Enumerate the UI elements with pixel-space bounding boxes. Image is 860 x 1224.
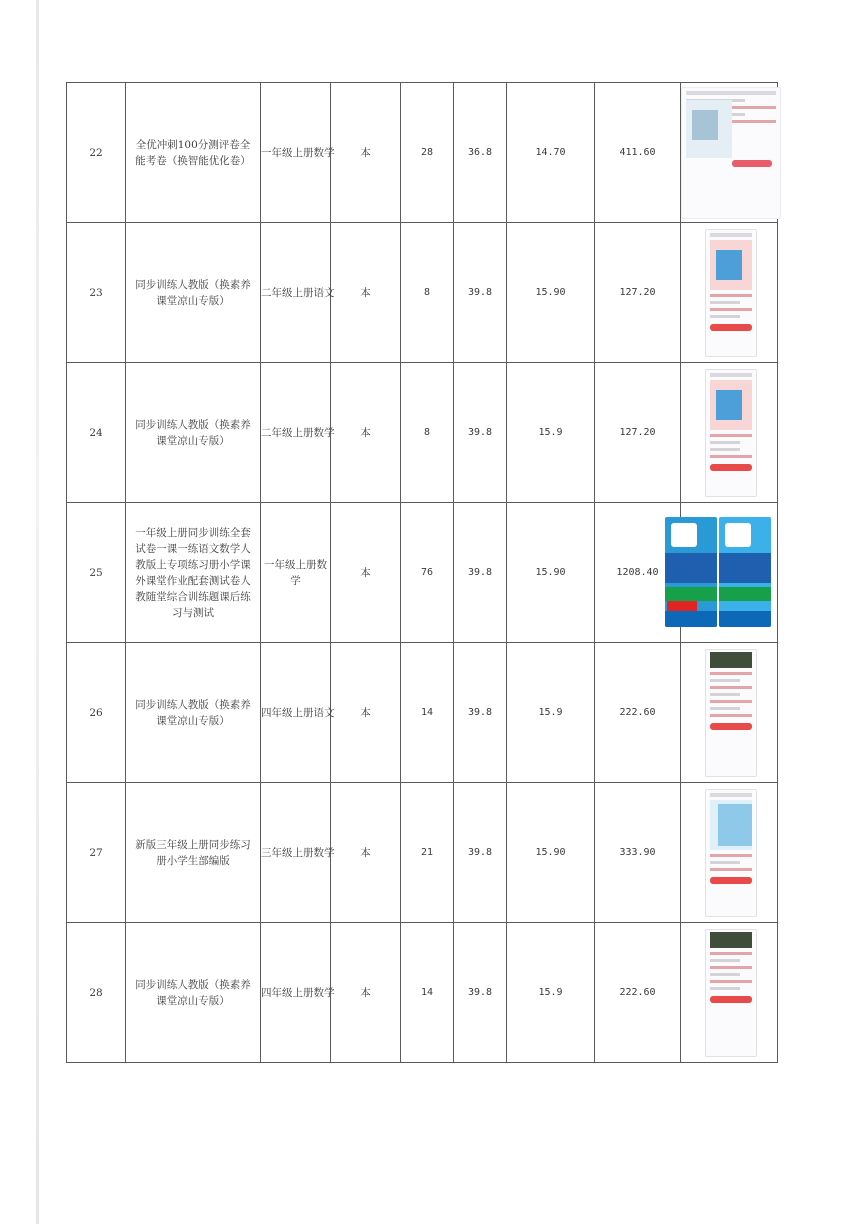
quantity: 14 (401, 923, 454, 1063)
table-row (67, 503, 778, 643)
unit: 本 (331, 783, 401, 923)
table-row (67, 643, 778, 783)
product-screenshot (681, 783, 778, 923)
amount: 127.20 (595, 223, 681, 363)
unit-price: 14.70 (507, 83, 595, 223)
list-price: 39.8 (454, 503, 507, 643)
quantity: 76 (401, 503, 454, 643)
list-price: 39.8 (454, 643, 507, 783)
grade-subject: 二年级上册数学 (261, 363, 331, 503)
product-name-text: 同步训练人教版（换素养课堂凉山专版） (135, 978, 251, 1007)
unit: 本 (331, 83, 401, 223)
product-screenshot (681, 363, 778, 503)
unit-price: 15.90 (507, 503, 595, 643)
amount: 127.20 (595, 363, 681, 503)
product-screenshot-image (705, 229, 757, 357)
unit-price: 15.9 (507, 363, 595, 503)
row-number: 24 (67, 363, 126, 503)
row-number: 25 (67, 503, 126, 643)
product-screenshot (681, 643, 778, 783)
quantity: 14 (401, 643, 454, 783)
amount: 222.60 (595, 643, 681, 783)
product-name (126, 643, 261, 783)
list-price: 39.8 (454, 363, 507, 503)
product-screenshot-image (705, 929, 757, 1057)
amount: 333.90 (595, 783, 681, 923)
quantity: 8 (401, 223, 454, 363)
table-row (67, 783, 778, 923)
unit-price: 15.9 (507, 923, 595, 1063)
product-name (126, 223, 261, 363)
grade-subject: 二年级上册语文 (261, 223, 331, 363)
product-name-text: 新版三年级上册同步练习册小学生部编版 (135, 838, 251, 867)
grade-subject: 一年级上册数学 (261, 83, 331, 223)
product-screenshot (681, 83, 778, 223)
row-number: 23 (67, 223, 126, 363)
row-number: 26 (67, 643, 126, 783)
list-price: 39.8 (454, 783, 507, 923)
table-row (67, 223, 778, 363)
order-table (66, 82, 778, 1063)
list-price: 36.8 (454, 83, 507, 223)
unit: 本 (331, 363, 401, 503)
product-name (126, 503, 261, 643)
product-screenshot-image (681, 87, 781, 219)
product-name-text: 全优冲刺100分测评卷全能考卷（换智能优化卷） (135, 138, 251, 167)
quantity: 21 (401, 783, 454, 923)
amount: 411.60 (595, 83, 681, 223)
product-screenshot-image (705, 789, 757, 917)
unit: 本 (331, 923, 401, 1063)
product-name-text: 同步训练人教版（换素养课堂凉山专版） (135, 278, 251, 307)
row-number: 27 (67, 783, 126, 923)
row-number: 28 (67, 923, 126, 1063)
unit: 本 (331, 503, 401, 643)
scan-edge (36, 0, 39, 1224)
table-row (67, 923, 778, 1063)
product-name (126, 783, 261, 923)
unit: 本 (331, 223, 401, 363)
amount: 222.60 (595, 923, 681, 1063)
book-cover-image (665, 517, 771, 627)
product-screenshot-image (705, 369, 757, 497)
list-price: 39.8 (454, 223, 507, 363)
product-screenshot-image (705, 649, 757, 777)
product-name-text: 同步训练人教版（换素养课堂凉山专版） (135, 418, 251, 447)
quantity: 28 (401, 83, 454, 223)
unit-price: 15.90 (507, 223, 595, 363)
product-cover (681, 503, 778, 643)
table-row (67, 83, 778, 223)
amount: 1208.40 (595, 503, 681, 643)
product-name-text: 同步训练人教版（换素养课堂凉山专版） (135, 698, 251, 727)
unit: 本 (331, 643, 401, 783)
row-number: 22 (67, 83, 126, 223)
product-name (126, 923, 261, 1063)
grade-subject: 一年级上册数学 (261, 503, 331, 643)
unit-price: 15.9 (507, 643, 595, 783)
product-name (126, 83, 261, 223)
product-name (126, 363, 261, 503)
table-row (67, 363, 778, 503)
grade-subject: 四年级上册数学 (261, 923, 331, 1063)
product-screenshot (681, 923, 778, 1063)
unit-price: 15.90 (507, 783, 595, 923)
grade-subject: 四年级上册语文 (261, 643, 331, 783)
product-screenshot (681, 223, 778, 363)
quantity: 8 (401, 363, 454, 503)
list-price: 39.8 (454, 923, 507, 1063)
grade-subject: 三年级上册数学 (261, 783, 331, 923)
product-name-text: 一年级上册同步训练全套试卷一课一练语文数学人教版上专项练习册小学课外课堂作业配套测试卷人教随堂综合训练题课后练习与测试 (135, 526, 251, 619)
